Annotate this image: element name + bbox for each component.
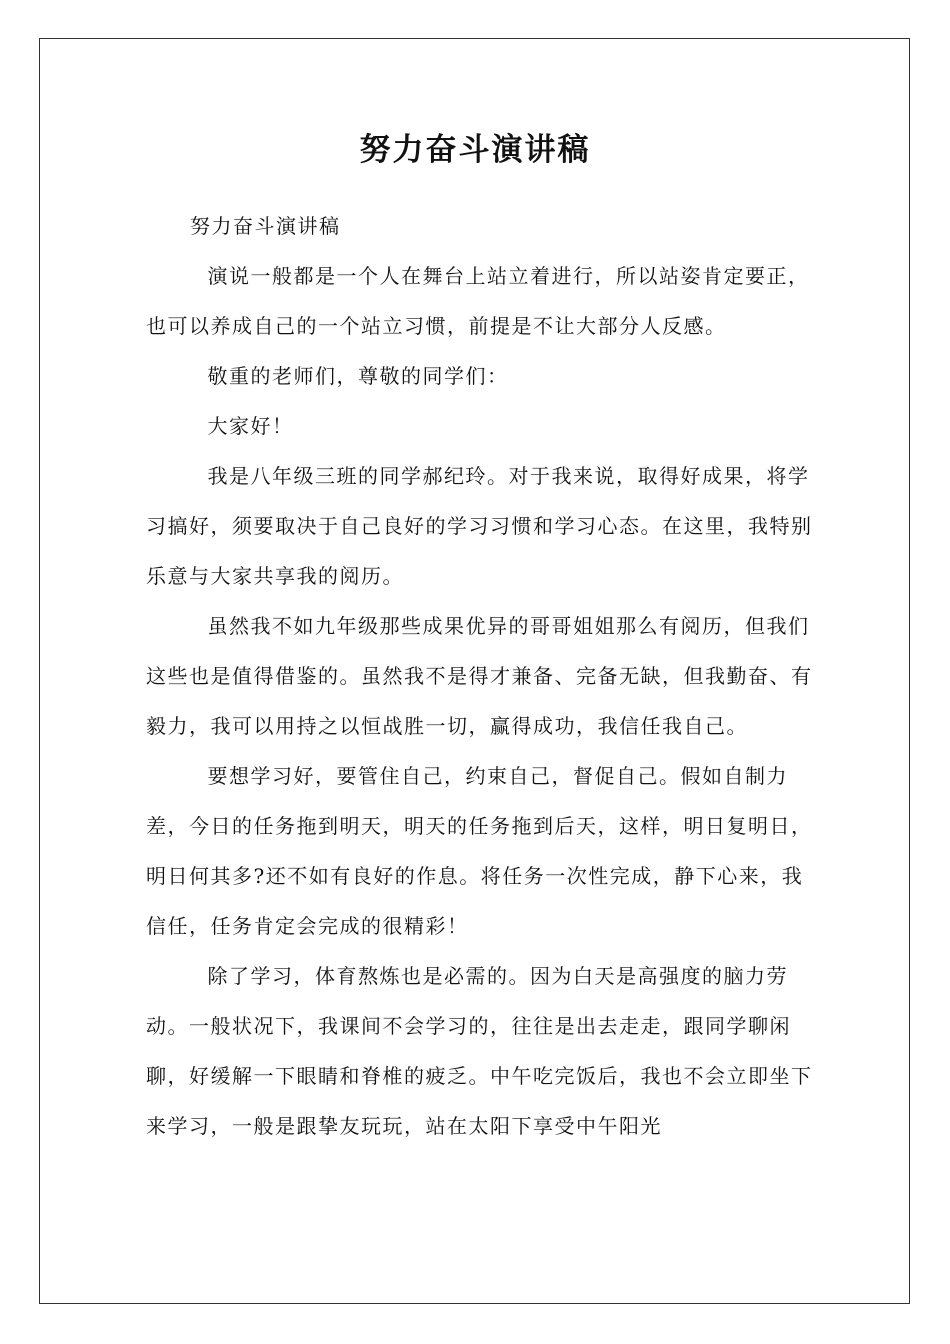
document-body [146, 201, 816, 1151]
paragraph-self-introduction: 我是八年级三班的同学郝纪玲。对于我来说，取得好成果，将学习搞好，须要取决于自己良好的学习习惯和学习心态。在这里，我特别乐意与大家共享我的阅历。 [146, 464, 813, 588]
document-title: 努力奋斗演讲稿 [359, 132, 591, 168]
paragraph-salutation: 敬重的老师们，尊敬的同学们： [186, 364, 509, 388]
document-subtitle: 努力奋斗演讲稿 [190, 214, 341, 238]
paragraph-intro: 演说一般都是一个人在舞台上站立着进行，所以站姿肯定要正，也可以养成自己的一个站立习惯，前提是不让大部分人反感。 [146, 264, 810, 338]
paragraph-exercise: 除了学习，体育熬炼也是必需的。因为白天是高强度的脑力劳动。一般状况下，我课间不会学习的，往往是出去走走，跟同学聊闲聊，好缓解一下眼睛和脊椎的疲乏。中午吃完饭后，我也不会立即坐下来学习，一般是跟挚友玩玩，站在太阳下享受中午阳光 [146, 964, 813, 1138]
paragraph-experience: 虽然我不如九年级那些成果优异的哥哥姐姐那么有阅历，但我们这些也是值得借鉴的。虽然我不是得才兼备、完备无缺，但我勤奋、有毅力，我可以用持之以恒战胜一切，赢得成功，我信任我自己。 [146, 614, 813, 738]
paragraph-greeting: 大家好！ [186, 414, 294, 438]
paragraph-self-discipline: 要想学习好，要管住自己，约束自己，督促自己。假如自制力差，今日的任务拖到明天，明天的任务拖到后天，这样，明日复明日，明日何其多?还不如有良好的作息。将任务一次性完成，静下心来，我信任，任务肯定会完成的很精彩！ [146, 764, 813, 938]
